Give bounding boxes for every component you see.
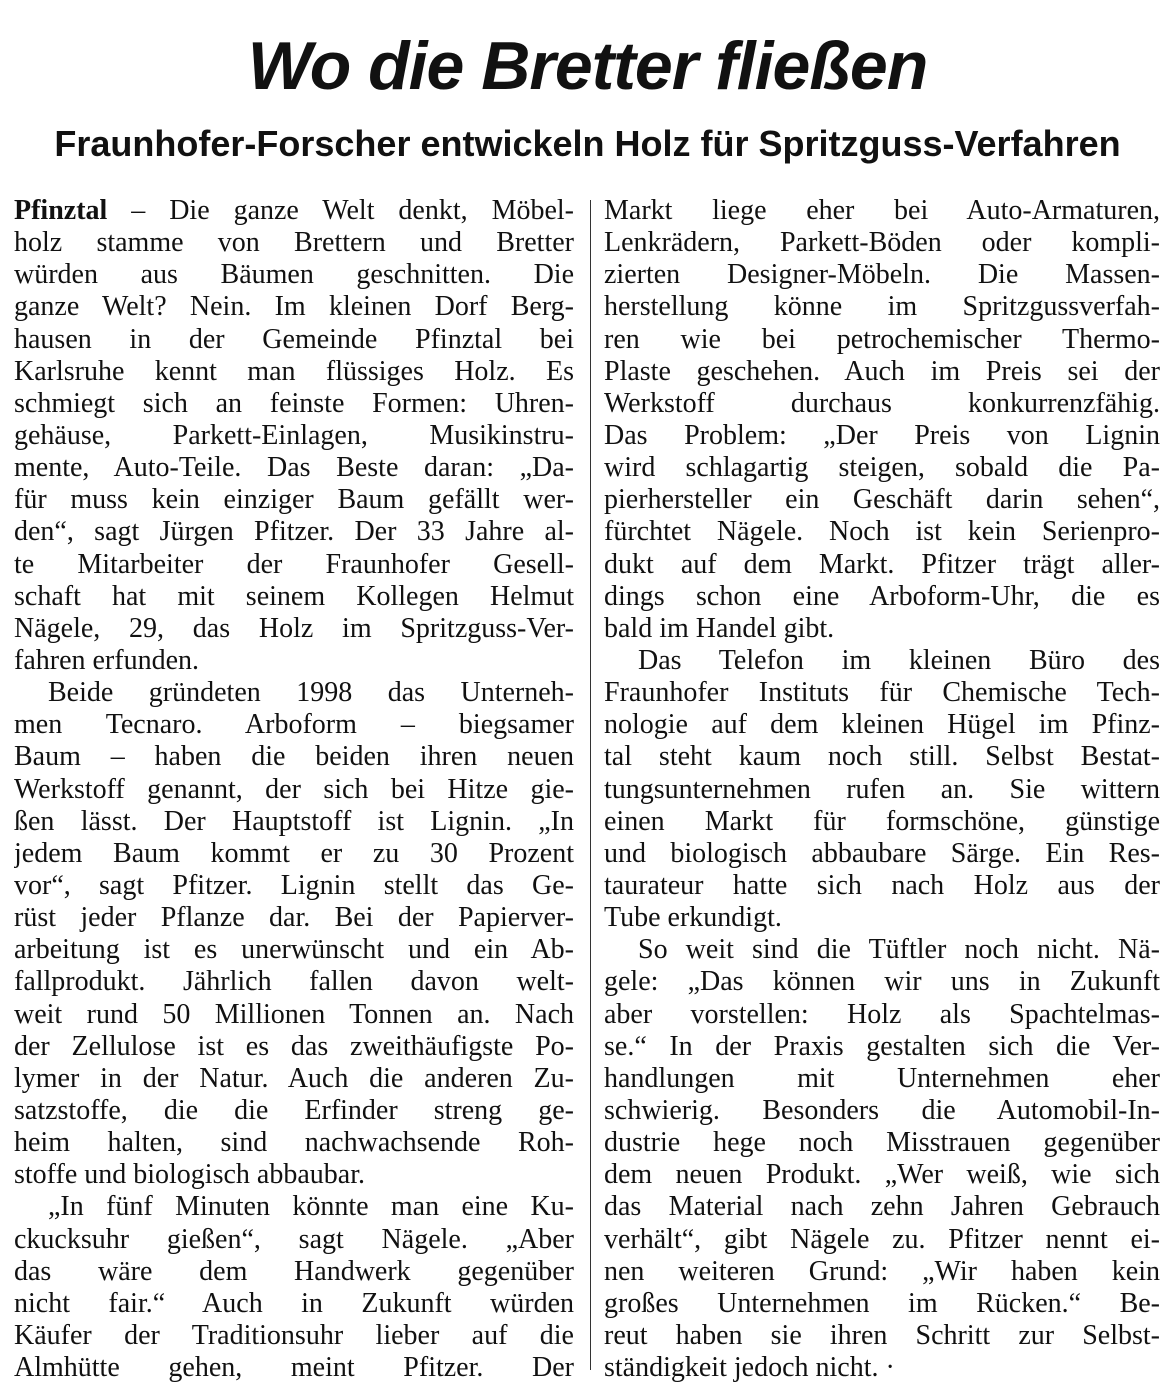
text-line: arbeitung ist es unerwünscht und ein Ab- <box>14 934 574 966</box>
text-line: für muss kein einziger Baum gefällt wer- <box>14 484 574 516</box>
text-line: hausen in der Gemeinde Pfinztal bei <box>14 323 574 355</box>
text-line: Pfinztal – Die ganze Welt denkt, Möbel- <box>14 195 574 226</box>
text-line: bald im Handel gibt. <box>604 612 835 644</box>
text-line: ren wie bei petrochemischer Thermo- <box>604 323 1160 355</box>
text-line: nicht fair.“ Auch in Zukunft würden <box>14 1287 574 1319</box>
text-line: ckucksuhr gießen“, sagt Nägele. „Aber <box>14 1223 574 1255</box>
subheadline: Fraunhofer-Forscher entwickeln Holz für Spritzguss-Verfahren <box>54 123 1121 164</box>
text-line: einen Markt für formschöne, günstige <box>604 805 1160 837</box>
text-line: Baum – haben die beiden ihren neuen <box>14 741 574 773</box>
text-line: jedem Baum kommt er zu 30 Prozent <box>14 837 574 869</box>
text-line: großes Unternehmen im Rücken.“ Be- <box>604 1287 1160 1319</box>
text-line: und biologisch abbaubare Särge. Ein Res- <box>604 837 1160 869</box>
text-line: ßen lässt. Der Hauptstoff ist Lignin. „In <box>14 805 574 837</box>
text-line: handlungen mit Unternehmen eher <box>604 1062 1160 1094</box>
text-line: zierten Designer-Möbeln. Die Massen- <box>604 259 1160 291</box>
text-line: Das Problem: „Der Preis von Lignin <box>604 419 1160 451</box>
text-line: nen weiteren Grund: „Wir haben kein <box>604 1255 1160 1287</box>
text-line: aber vorstellen: Holz als Spachtelmas- <box>604 998 1160 1030</box>
text-line: schmiegt sich an feinste Formen: Uhren- <box>14 387 574 419</box>
article-column-right <box>604 195 1160 1384</box>
text-line: mente, Auto-Teile. Das Beste daran: „Da- <box>14 452 574 484</box>
text-line: schwierig. Besonders die Automobil-In- <box>604 1094 1160 1126</box>
text-line: fallprodukt. Jährlich fallen davon welt- <box>14 966 574 998</box>
text-line: den“, sagt Jürgen Pfitzer. Der 33 Jahre al- <box>14 516 574 548</box>
text-line: nologie auf dem kleinen Hügel im Pfinz- <box>604 709 1160 741</box>
text-line: der Zellulose ist es das zweithäufigste Po- <box>14 1030 574 1062</box>
text-line: satzstoffe, die die Erfinder streng ge- <box>14 1094 574 1126</box>
text-line: Käufer der Traditionsuhr lieber auf die <box>14 1319 574 1351</box>
column-divider <box>590 200 591 1370</box>
text-line: ganze Welt? Nein. Im kleinen Dorf Berg- <box>14 291 574 323</box>
text-line: verhält“, gibt Nägele zu. Pfitzer nennt ei- <box>604 1223 1160 1255</box>
text-line: fürchtet Nägele. Noch ist kein Serienpro- <box>604 516 1160 548</box>
text-line: schaft hat mit seinem Kollegen Helmut <box>14 580 574 612</box>
headline: Wo die Bretter fließen <box>247 28 928 104</box>
text-line: Beide gründeten 1998 das Unterneh- <box>48 677 574 709</box>
text-line: pierhersteller ein Geschäft darin sehen“, <box>604 484 1160 516</box>
text-line: weit rund 50 Millionen Tonnen an. Nach <box>14 998 574 1030</box>
text-line: men Tecnaro. Arboform – biegsamer <box>14 709 574 741</box>
text-line: Plaste geschehen. Auch im Preis sei der <box>604 355 1160 387</box>
text-line: Karlsruhe kennt man flüssiges Holz. Es <box>14 355 574 387</box>
text-line: So weit sind die Tüftler noch nicht. Nä- <box>638 934 1160 966</box>
text-line: rüst jeder Pflanze dar. Bei der Papierver- <box>14 902 574 934</box>
text-line: „In fünf Minuten könnte man eine Ku- <box>48 1191 574 1223</box>
text-line: se.“ In der Praxis gestalten sich die Ver- <box>604 1030 1160 1062</box>
text-line: herstellung könne im Spritzgussverfah- <box>604 291 1160 323</box>
text-line: wird schlagartig steigen, sobald die Pa- <box>604 452 1160 484</box>
text-line: dukt auf dem Markt. Pfitzer trägt aller- <box>604 548 1160 580</box>
article-column-left <box>14 195 574 1384</box>
text-line: dem neuen Produkt. „Wer weiß, wie sich <box>604 1159 1160 1191</box>
text-line: dings schon eine Arboform-Uhr, die es <box>604 580 1160 612</box>
text-line: ständigkeit jedoch nicht. · <box>604 1352 895 1384</box>
text-line: gele: „Das können wir uns in Zukunft <box>604 966 1160 998</box>
text-line: tal steht kaum noch still. Selbst Bestat- <box>604 741 1160 773</box>
text-line: Werkstoff genannt, der sich bei Hitze gie- <box>14 773 574 805</box>
text-line: gehäuse, Parkett-Einlagen, Musikinstru- <box>14 419 574 451</box>
text-line: vor“, sagt Pfitzer. Lignin stellt das Ge- <box>14 869 574 901</box>
text-line: heim halten, sind nachwachsende Roh- <box>14 1127 574 1159</box>
text-line: Das Telefon im kleinen Büro des <box>638 644 1160 676</box>
text-line: taurateur hatte sich nach Holz aus der <box>604 869 1160 901</box>
text-line: dustrie hege noch Misstrauen gegenüber <box>604 1127 1160 1159</box>
text-line: Markt liege eher bei Auto-Armaturen, <box>604 195 1160 226</box>
text-line: würden aus Bäumen geschnitten. Die <box>14 259 574 291</box>
text-line: stoffe und biologisch abbaubar. <box>14 1159 365 1191</box>
text-line: reut haben sie ihren Schritt zur Selbst- <box>604 1319 1160 1351</box>
text-line: holz stamme von Brettern und Bretter <box>14 227 574 259</box>
text-line: Fraunhofer Instituts für Chemische Tech- <box>604 677 1160 709</box>
text-line: Werkstoff durchaus konkurrenzfähig. <box>604 387 1160 419</box>
dateline: Pfinztal <box>14 195 108 226</box>
text-line: lymer in der Natur. Auch die anderen Zu- <box>14 1062 574 1094</box>
text-line: das Material nach zehn Jahren Gebrauch <box>604 1191 1160 1223</box>
text-line: Nägele, 29, das Holz im Spritzguss-Ver- <box>14 612 574 644</box>
text-line: te Mitarbeiter der Fraunhofer Gesell- <box>14 548 574 580</box>
text-line: das wäre dem Handwerk gegenüber <box>14 1255 574 1287</box>
text-line: Lenkrädern, Parkett-Böden oder kompli- <box>604 227 1160 259</box>
text-line: tungsunternehmen rufen an. Sie wittern <box>604 773 1160 805</box>
text-line: fahren erfunden. <box>14 644 200 676</box>
text-line: Almhütte gehen, meint Pfitzer. Der <box>14 1352 574 1384</box>
text-line: Tube erkundigt. <box>604 902 782 934</box>
